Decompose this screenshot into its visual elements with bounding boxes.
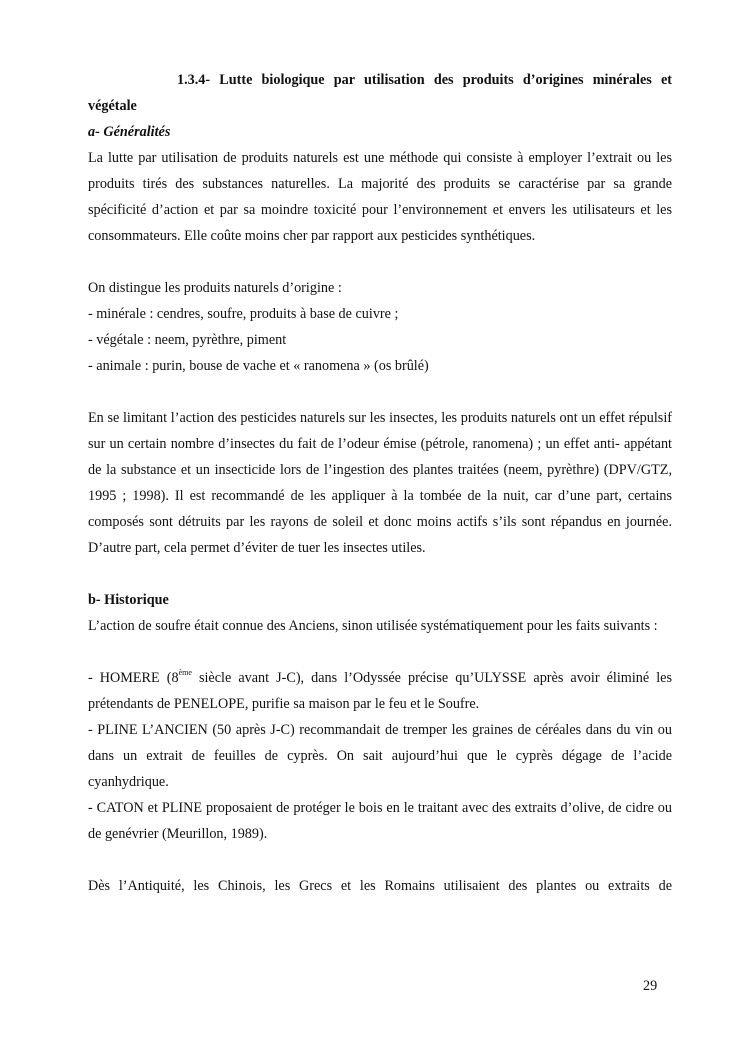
century-superscript: ème (178, 668, 192, 677)
paragraph-historique-intro: L’action de soufre était connue des Anciens, sinon utilisée systématiquement pour les faits suivants : (88, 618, 658, 634)
paragraph-caton: - CATON et PLINE proposaient de protéger le bois en le traitant avec des extraits d’olive, de cidre ou de genévrier (Meurillon, 1989). (88, 800, 672, 842)
list-item-minerale: - minérale : cendres, soufre, produits à base de cuivre ; (88, 306, 399, 322)
paragraph-insecticide-effect: En se limitant l’action des pesticides naturels sur les insectes, les produits naturels ont un effet répulsif sur un certain nombre d’insectes du fait de l’odeur émise (pétrole, ranomena) ; un effet anti- appétant de la substance et un insecticide lors de l’ingestion des plantes traitées (neem, pyrèthre) (DPV/GTZ, 1995 ; 1998). Il est recommandé de les appliquer à la tombée de la nuit, car d’une part, certains composés sont détruits par les rayons de soleil et donc moins actifs s’ils sont répandus en journée. D’autre part, cela permet d’éviter de tuer les insectes utiles. (88, 410, 672, 556)
homere-text-start: - HOMERE (8 (88, 670, 179, 686)
subsection-title-generalites: a- Généralités (88, 124, 171, 140)
homere-text-end: siècle avant J-C), dans l’Odyssée précise qu’ULYSSE après avoir éliminé les prétendants de PENELOPE, purifie sa maison par le feu et le Soufre. (88, 670, 672, 712)
spacer (88, 639, 672, 665)
spacer (88, 379, 672, 405)
section-heading: 1.3.4- Lutte biologique par utilisation des produits d’origines minérales et végétale (88, 72, 672, 114)
page-body (88, 67, 672, 899)
list-intro: On distingue les produits naturels d’origine : (88, 280, 342, 296)
list-item-animale: - animale : purin, bouse de vache et « ranomena » (os brûlé) (88, 358, 429, 374)
paragraph-generalites: La lutte par utilisation de produits naturels est une méthode qui consiste à employer l’extrait ou les produits tirés des substances naturelles. La majorité des produits se caractérise par sa grande spécificité d’action et par sa moindre toxicité pour l’environnement et envers les utilisateurs et les consommateurs. Elle coûte moins cher par rapport aux pesticides synthétiques. (88, 150, 672, 244)
spacer (88, 561, 672, 587)
spacer (88, 249, 672, 275)
subsection-title-historique: b- Historique (88, 592, 169, 608)
list-item-vegetale: - végétale : neem, pyrèthre, piment (88, 332, 287, 348)
paragraph-pline: - PLINE L’ANCIEN (50 après J-C) recommandait de tremper les graines de céréales dans du vin ou dans un extrait de feuilles de cyprès. On sait aujourd’hui que le cyprès dégage de l’acide cyanhydrique. (88, 722, 672, 790)
spacer (88, 847, 672, 873)
paragraph-homere (88, 665, 672, 717)
paragraph-antiquite: Dès l’Antiquité, les Chinois, les Grecs et les Romains utilisaient des plantes ou extraits de (88, 878, 672, 894)
page-number: 29 (643, 978, 658, 994)
